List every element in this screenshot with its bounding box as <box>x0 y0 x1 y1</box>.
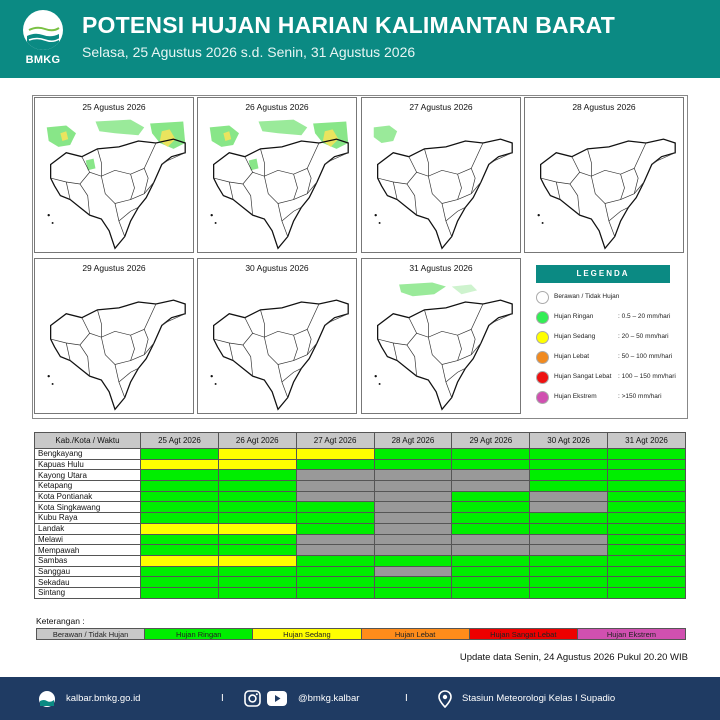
location-pin-icon <box>438 690 452 713</box>
forecast-cell <box>374 470 452 481</box>
kalbar-map <box>527 112 683 252</box>
update-text: Update data Senin, 24 Agustus 2026 Pukul 20.20 WIB <box>459 652 688 663</box>
region-name: Sintang <box>35 587 141 598</box>
table-row <box>35 449 686 460</box>
kalbar-map <box>200 273 356 413</box>
page-subtitle: Selasa, 25 Agustus 2026 s.d. Senin, 31 Agustus 2026 <box>82 44 416 60</box>
forecast-cell <box>141 545 219 556</box>
forecast-cell <box>452 481 530 492</box>
forecast-cell <box>218 577 296 588</box>
legend-item-label: Hujan Ringan <box>554 313 594 320</box>
forecast-cell <box>141 587 219 598</box>
forecast-cell <box>530 577 608 588</box>
footer-website-link[interactable]: kalbar.bmkg.go.id <box>66 693 141 704</box>
forecast-cell <box>608 459 686 470</box>
legend-item-range: : >150 mm/hari <box>618 393 662 400</box>
forecast-cell <box>374 555 452 566</box>
keterangan-label: Keterangan : <box>36 616 85 626</box>
forecast-cell <box>530 545 608 556</box>
forecast-cell <box>218 502 296 513</box>
region-name: Kapuas Hulu <box>35 459 141 470</box>
region-name: Sanggau <box>35 566 141 577</box>
kalbar-map <box>200 112 356 252</box>
region-name: Kubu Raya <box>35 513 141 524</box>
forecast-cell <box>452 555 530 566</box>
forecast-cell <box>374 566 452 577</box>
forecast-cell <box>141 449 219 460</box>
map-panel-date: 25 Agustus 2026 <box>82 102 146 112</box>
forecast-cell <box>296 449 374 460</box>
footer-social-handle[interactable]: @bmkg.kalbar <box>298 693 360 704</box>
table-header-date: 26 Agt 2026 <box>218 433 296 449</box>
legend-item-range: : 100 – 150 mm/hari <box>618 373 676 380</box>
forecast-cell <box>374 545 452 556</box>
forecast-cell <box>452 545 530 556</box>
forecast-cell <box>218 491 296 502</box>
legend-item <box>534 311 684 325</box>
forecast-cell <box>218 449 296 460</box>
legend-swatch <box>536 311 549 324</box>
forecast-cell <box>296 459 374 470</box>
forecast-cell <box>608 587 686 598</box>
footer <box>0 677 720 720</box>
legend-swatch <box>536 391 549 404</box>
forecast-cell <box>608 449 686 460</box>
forecast-cell <box>452 523 530 534</box>
table-row <box>35 513 686 524</box>
forecast-cell <box>530 587 608 598</box>
forecast-cell <box>296 470 374 481</box>
forecast-cell <box>141 523 219 534</box>
legend-item-range: : 0.5 – 20 mm/hari <box>618 313 671 320</box>
legend-swatch <box>536 291 549 304</box>
forecast-cell <box>452 566 530 577</box>
page-title: POTENSI HUJAN HARIAN KALIMANTAN BARAT <box>82 12 615 38</box>
table-row <box>35 491 686 502</box>
table-header-date: 31 Agt 2026 <box>608 433 686 449</box>
legend <box>534 265 684 415</box>
forecast-cell <box>530 459 608 470</box>
table-row <box>35 577 686 588</box>
table-row <box>35 545 686 556</box>
table-row <box>35 502 686 513</box>
bmkg-logo <box>20 8 66 72</box>
footer-station: Stasiun Meteorologi Kelas I Supadio <box>462 693 616 704</box>
map-panel-date: 31 Agustus 2026 <box>409 263 473 273</box>
forecast-cell <box>530 491 608 502</box>
forecast-cell <box>452 502 530 513</box>
logo-text: BMKG <box>25 54 61 66</box>
map-panel <box>361 97 521 253</box>
forecast-cell <box>218 545 296 556</box>
table-header-date: 30 Agt 2026 <box>530 433 608 449</box>
forecast-cell <box>530 470 608 481</box>
region-name: Kota Singkawang <box>35 502 141 513</box>
forecast-cell <box>296 481 374 492</box>
forecast-cell <box>608 555 686 566</box>
legend-item-label: Hujan Sedang <box>554 333 596 340</box>
table-row <box>35 459 686 470</box>
forecast-cell <box>452 449 530 460</box>
forecast-cell <box>452 513 530 524</box>
legend-item-range: : 50 – 100 mm/hari <box>618 353 673 360</box>
legend-item-label: Berawan / Tidak Hujan <box>554 293 620 300</box>
forecast-cell <box>530 513 608 524</box>
keterangan-item: Hujan Ekstrem <box>578 629 685 639</box>
forecast-cell <box>141 534 219 545</box>
forecast-cell <box>608 534 686 545</box>
forecast-cell <box>374 534 452 545</box>
forecast-cell <box>141 491 219 502</box>
map-panel <box>34 258 194 414</box>
map-panel <box>197 97 357 253</box>
forecast-cell <box>296 587 374 598</box>
map-panel <box>197 258 357 414</box>
forecast-cell <box>141 555 219 566</box>
forecast-cell <box>452 587 530 598</box>
forecast-cell <box>141 470 219 481</box>
keterangan-item: Hujan Sedang <box>253 629 361 639</box>
forecast-cell <box>218 523 296 534</box>
footer-separator: I <box>221 693 224 704</box>
legend-item <box>534 291 684 305</box>
region-name: Sekadau <box>35 577 141 588</box>
forecast-cell <box>374 491 452 502</box>
table-header-date: 28 Agt 2026 <box>374 433 452 449</box>
forecast-cell <box>141 577 219 588</box>
table-row <box>35 523 686 534</box>
forecast-cell <box>530 481 608 492</box>
kalbar-map <box>364 112 520 252</box>
forecast-cell <box>218 566 296 577</box>
forecast-cell <box>374 449 452 460</box>
forecast-cell <box>608 566 686 577</box>
keterangan-item: Hujan Ringan <box>145 629 253 639</box>
forecast-cell <box>141 513 219 524</box>
header-banner <box>0 0 720 78</box>
map-panel-date: 26 Agustus 2026 <box>245 102 309 112</box>
region-name: Ketapang <box>35 481 141 492</box>
region-name: Kota Pontianak <box>35 491 141 502</box>
legend-item <box>534 351 684 365</box>
forecast-cell <box>141 481 219 492</box>
table-row <box>35 470 686 481</box>
forecast-cell <box>374 513 452 524</box>
forecast-cell <box>296 491 374 502</box>
legend-item-label: Hujan Sangat Lebat <box>554 373 612 380</box>
forecast-cell <box>218 534 296 545</box>
map-panel-date: 29 Agustus 2026 <box>82 263 146 273</box>
forecast-cell <box>530 449 608 460</box>
forecast-cell <box>374 481 452 492</box>
forecast-cell <box>296 577 374 588</box>
forecast-cell <box>608 545 686 556</box>
legend-item-range: : 20 – 50 mm/hari <box>618 333 669 340</box>
forecast-cell <box>608 523 686 534</box>
table-header-region: Kab./Kota / Waktu <box>35 433 141 449</box>
forecast-cell <box>374 502 452 513</box>
footer-separator: I <box>405 693 408 704</box>
map-panel <box>361 258 521 414</box>
region-name: Mempawah <box>35 545 141 556</box>
forecast-cell <box>296 513 374 524</box>
forecast-cell <box>608 470 686 481</box>
keterangan-item: Berawan / Tidak Hujan <box>37 629 145 639</box>
forecast-cell <box>608 577 686 588</box>
instagram-icon <box>244 690 261 712</box>
table-row <box>35 587 686 598</box>
map-panel-date: 30 Agustus 2026 <box>245 263 309 273</box>
forecast-cell <box>452 491 530 502</box>
table-header-date: 25 Agt 2026 <box>141 433 219 449</box>
map-panel-date: 27 Agustus 2026 <box>409 102 473 112</box>
kalbar-map <box>37 273 193 413</box>
table-row <box>35 566 686 577</box>
forecast-cell <box>218 481 296 492</box>
region-name: Melawi <box>35 534 141 545</box>
forecast-cell <box>452 534 530 545</box>
map-panel <box>34 97 194 253</box>
region-name: Sambas <box>35 555 141 566</box>
forecast-cell <box>452 459 530 470</box>
table-header-date: 27 Agt 2026 <box>296 433 374 449</box>
forecast-cell <box>374 523 452 534</box>
forecast-cell <box>296 545 374 556</box>
forecast-cell <box>374 459 452 470</box>
region-name: Bengkayang <box>35 449 141 460</box>
forecast-cell <box>530 534 608 545</box>
forecast-cell <box>296 566 374 577</box>
legend-swatch <box>536 331 549 344</box>
forecast-cell <box>530 502 608 513</box>
forecast-cell <box>296 502 374 513</box>
legend-item-label: Hujan Lebat <box>554 353 590 360</box>
legend-item <box>534 331 684 345</box>
forecast-table <box>34 432 686 599</box>
youtube-icon <box>267 691 287 711</box>
legend-item-label: Hujan Ekstrem <box>554 393 597 400</box>
forecast-cell <box>218 459 296 470</box>
keterangan-item: Hujan Lebat <box>362 629 470 639</box>
region-name: Landak <box>35 523 141 534</box>
forecast-cell <box>218 587 296 598</box>
forecast-cell <box>218 470 296 481</box>
forecast-cell <box>452 470 530 481</box>
map-panel-date: 28 Agustus 2026 <box>572 102 636 112</box>
kalbar-map <box>364 273 520 413</box>
forecast-cell <box>141 566 219 577</box>
legend-item <box>534 391 684 405</box>
forecast-cell <box>530 523 608 534</box>
map-panel <box>524 97 684 253</box>
forecast-cell <box>530 555 608 566</box>
keterangan-item: Hujan Sangat Lebat <box>470 629 578 639</box>
forecast-cell <box>141 459 219 470</box>
forecast-cell <box>218 555 296 566</box>
forecast-cell <box>218 513 296 524</box>
forecast-cell <box>452 577 530 588</box>
legend-item <box>534 371 684 385</box>
forecast-cell <box>296 534 374 545</box>
forecast-cell <box>141 502 219 513</box>
region-name: Kayong Utara <box>35 470 141 481</box>
kalbar-map <box>37 112 193 252</box>
forecast-cell <box>608 513 686 524</box>
legend-swatch <box>536 351 549 364</box>
table-header-date: 29 Agt 2026 <box>452 433 530 449</box>
forecast-cell <box>530 566 608 577</box>
bmkg-web-icon <box>38 690 56 713</box>
forecast-cell <box>608 502 686 513</box>
keterangan-bar <box>36 628 686 640</box>
forecast-cell <box>608 491 686 502</box>
legend-swatch <box>536 371 549 384</box>
forecast-cell <box>374 577 452 588</box>
table-row <box>35 555 686 566</box>
table-row <box>35 534 686 545</box>
forecast-cell <box>296 523 374 534</box>
table-row <box>35 481 686 492</box>
forecast-cell <box>608 481 686 492</box>
legend-title: LEGENDA <box>536 265 670 283</box>
forecast-cell <box>296 555 374 566</box>
forecast-cell <box>374 587 452 598</box>
